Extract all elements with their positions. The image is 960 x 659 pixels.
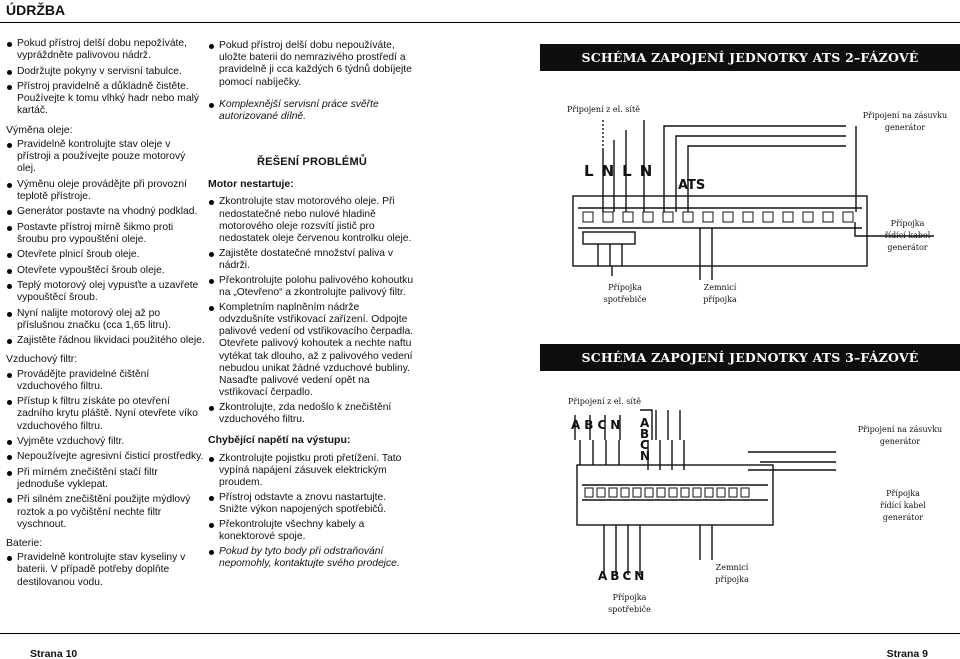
terminal-c: C xyxy=(640,438,649,452)
schema-2phase-drawing xyxy=(573,120,934,280)
list-item: Při mírném znečištění stačí filtr jednoduše vyklepat. xyxy=(6,467,206,491)
list-item: Překontrolujte všechny kabely a konektorové spoje. xyxy=(208,519,416,543)
terminal-a: A xyxy=(640,416,650,430)
list-item: Komplexnější servisní práce svěřte autorizované dílně. xyxy=(208,99,416,123)
list-item: Vyjměte vzduchový filtr. xyxy=(6,436,206,448)
terminal-labels xyxy=(584,162,660,180)
list-item: Generátor postavte na vhodný podklad. xyxy=(6,206,206,218)
ground-line: Zemnicí xyxy=(715,563,749,572)
terminal-c: C xyxy=(597,418,611,432)
motor-section-title: Motor nestartuje: xyxy=(208,178,294,191)
list-item: Otevřete vypouštěcí šroub oleje. xyxy=(6,265,206,277)
consumer-connection-label xyxy=(590,282,660,306)
terminal-b: B xyxy=(640,427,650,441)
list-item: Při silném znečištění použijte mýdlový roztok a po vyčištění nechte filtr vyschnout. xyxy=(6,494,206,531)
ats-unit-label: ATS xyxy=(678,178,706,193)
list-item: Pokud by tyto body při odstraňování nepomohly, kontaktujte svého prodejce. xyxy=(208,546,416,570)
terminal-b: B xyxy=(610,569,623,583)
control-cable-label xyxy=(870,218,945,254)
control-cable-line: řídící kabel xyxy=(880,501,926,510)
list-item: Přístroj pravidelně a důkladně čistěte. Používejte k tomu vlhký hadr nebo malý kartáč. xyxy=(6,81,206,118)
control-cable-line: Přípojka xyxy=(886,489,920,498)
control-cable-line: řídící kabel xyxy=(884,231,931,240)
ground-connection-label xyxy=(690,282,750,306)
ground-line: Zemnicí xyxy=(703,283,737,292)
list-item: Teplý motorový olej vypusťte a uzavřete vypouštěcí šroub. xyxy=(6,280,206,304)
generator-socket-line: generátor xyxy=(884,123,926,132)
voltage-section-title: Chybějící napětí na výstupu: xyxy=(208,434,351,447)
terminal-l: L xyxy=(622,162,640,180)
list-item: Pravidelně kontrolujte stav oleje v přístroji a používejte pouze motorový olej. xyxy=(6,139,206,176)
footer-rule xyxy=(0,633,960,634)
air-filter-section-title: Vzduchový filtr: xyxy=(6,353,78,366)
generator-socket-label-3phase xyxy=(840,424,960,448)
schema-2phase-title: SCHÉMA ZAPOJENÍ JEDNOTKY ATS 2–FÁZOVÉ xyxy=(540,44,960,71)
troubleshooting-heading: ŘEŠENÍ PROBLÉMŮ xyxy=(257,156,367,169)
list-item: Nyní nalijte motorový olej až po příslušnou značku (cca 1,65 litru). xyxy=(6,308,206,332)
ground-line: přípojka xyxy=(715,575,749,584)
terminal-c: C xyxy=(622,569,635,583)
terminal-labels-3phase xyxy=(571,418,624,432)
terminal-l: L xyxy=(584,162,602,180)
oil-section-title: Výměna oleje: xyxy=(6,123,73,136)
terminal-n: N xyxy=(610,418,625,432)
control-cable-line: generátor xyxy=(882,513,924,522)
control-cable-line: generátor xyxy=(887,243,928,252)
list-item: Dodržujte pokyny v servisní tabulce. xyxy=(6,66,206,78)
list-item: Zkontrolujte pojistku proti přetížení. Tato vypíná napájení zásuvek elektrickým proudem. xyxy=(208,453,416,490)
list-item: Zkontrolujte stav motorového oleje. Při nedostatečné nebo nulové hladině motorového oleje rozsvítí jistič pro nedostatek oleje červenou kontrolku oleje. xyxy=(208,196,416,245)
terminal-a: A xyxy=(571,418,585,432)
ats-unit-box-3phase xyxy=(577,465,773,525)
schema-3phase-title: SCHÉMA ZAPOJENÍ JEDNOTKY ATS 3–FÁZOVÉ xyxy=(540,344,960,371)
consumer-line: spotřebiče xyxy=(603,295,647,304)
bottom-terminal-labels-3phase xyxy=(598,569,647,583)
ground-line: přípojka xyxy=(703,295,737,304)
list-item: Kompletním naplněním nádrže odvzdušníte vstřikovací zařízení. Odpojte palivové vedení od vstřikovacího čerpadla. Otevřete palivový kohoutek a nechte naftu vytékat tak dlouho, až z palivového vedení nebudou unikat žádné vzduchové bubliny. Nasaďte palivové vedení opět na vstřikovací čerpadlo. xyxy=(208,302,416,400)
ats-unit-box xyxy=(573,196,867,266)
terminal-n: N xyxy=(640,449,651,463)
terminal-b: B xyxy=(584,418,598,432)
terminal-a: A xyxy=(598,569,611,583)
page-number-right: Strana 9 xyxy=(886,648,928,659)
list-item: Pokud přístroj delší dobu nepoužíváte, uložte baterii do nemrazivého prostředí a pravidelně ji cca každých 6 týdnů dobíjejte pomocí nabíječky. xyxy=(208,40,416,89)
mains-connection-label-3phase: Připojení z el. sítě xyxy=(568,397,641,406)
consumer-line: Přípojka xyxy=(612,593,647,602)
page-number-left: Strana 10 xyxy=(30,648,78,659)
terminal-n: N xyxy=(639,162,661,180)
consumer-line: spotřebiče xyxy=(608,605,651,614)
list-item: Zkontrolujte, zda nedošlo k znečištění vzduchového filtru. xyxy=(208,402,416,426)
control-cable-line: Přípojka xyxy=(890,219,925,228)
terminal-n: N xyxy=(634,569,648,583)
battery-section-title: Baterie: xyxy=(6,536,43,549)
generator-socket-line: Připojení na zásuvku xyxy=(857,425,943,434)
ground-connection-label-3phase xyxy=(702,562,762,586)
list-item: Otevřete plnicí šroub oleje. xyxy=(6,249,206,261)
mains-connection-label: Připojení z el. sítě xyxy=(567,105,640,114)
terminal-labels-3phase-vertical xyxy=(640,418,700,462)
list-item: Postavte přístroj mírně šikmo proti šroubu pro vypouštění oleje. xyxy=(6,222,206,246)
list-item: Přístroj odstavte a znovu nastartujte. Snižte výkon napojených spotřebičů. xyxy=(208,492,416,516)
list-item: Výměnu oleje provádějte při provozní teplotě přístroje. xyxy=(6,179,206,203)
list-item: Zajistěte dostatečné množství paliva v nádrži. xyxy=(208,248,416,272)
generator-socket-line: Připojení na zásuvku xyxy=(862,111,948,120)
generator-socket-label xyxy=(850,110,960,134)
list-item: Zajistěte řádnou likvidaci použitého oleje. xyxy=(6,335,206,347)
list-item: Překontrolujte polohu palivového kohoutku na „Otevřeno“ a zkontrolujte palivový filtr. xyxy=(208,275,416,299)
terminal-n: N xyxy=(601,162,623,180)
list-item: Pokud přístroj delší dobu nepožíváte, vypráždněte palivovou nádrž. xyxy=(6,38,206,62)
list-item: Nepoužívejte agresivní čisticí prostředky. xyxy=(6,451,206,463)
consumer-line: Přípojka xyxy=(608,283,642,292)
control-cable-label-3phase xyxy=(868,488,938,524)
list-item: Pravidelně kontrolujte stav kyseliny v baterii. V případě potřeby doplňte destilovanou vodu. xyxy=(6,552,206,589)
generator-socket-line: generátor xyxy=(879,437,921,446)
consumer-connection-label-3phase xyxy=(597,592,662,616)
list-item: Přístup k filtru získáte po otevření zadního krytu pláště. Nyní otevřete víko vzduchového filtru. xyxy=(6,396,206,433)
list-item: Provádějte pravidelné čištění vzduchového filtru. xyxy=(6,369,206,393)
schema-3phase-drawing xyxy=(575,410,836,575)
page-title: ÚDRŽBA xyxy=(6,2,66,18)
